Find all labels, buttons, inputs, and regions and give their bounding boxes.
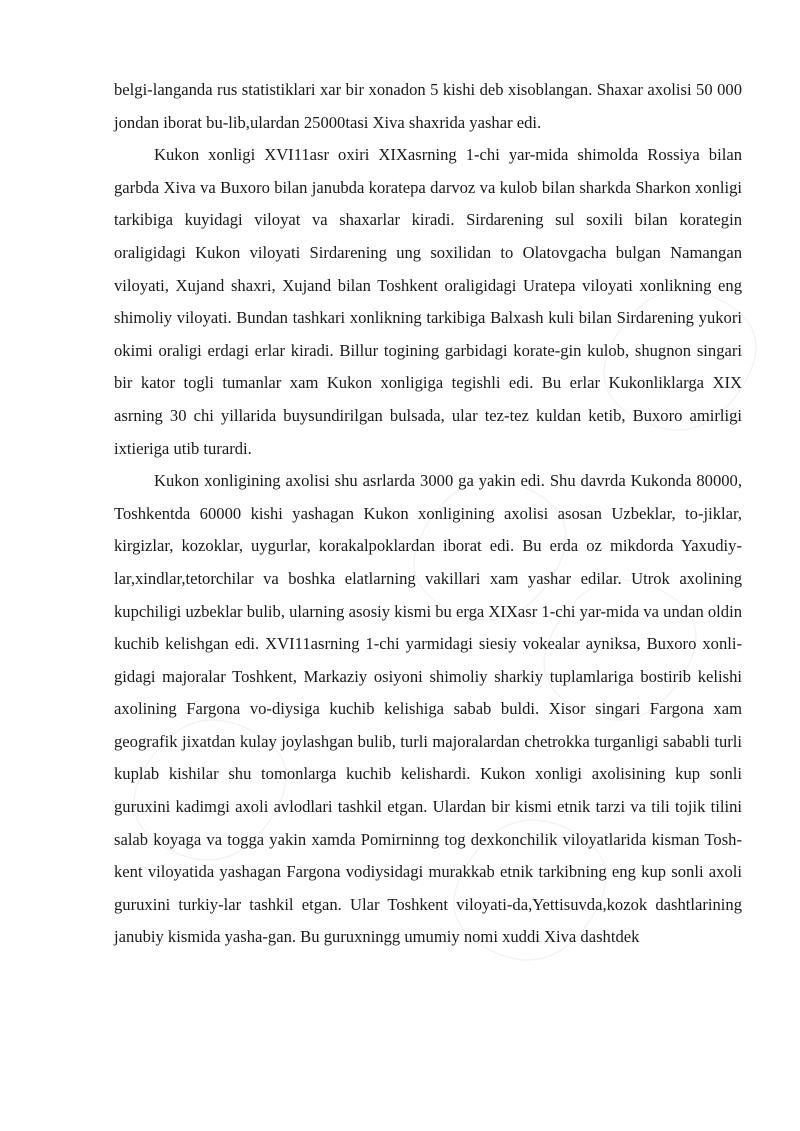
paragraph-1: belgi-langanda rus statistiklari xar bir xonadon 5 kishi deb xisoblangan. Shaxar axolisi 50 000 jondan iborat bu-lib,ulardan 25000tasi Xiva shaxrida yashar edi. (114, 80, 742, 132)
paragraph-2: Kukon xonligi XVI11asr oxiri XIXasrning 1-chi yar-mida shimolda Rossiya bilan garbda Xiva va Buxoro bilan janubda koratepa darvoz va kulob bilan sharkda Sharkon xonligi tarkibiga kuyidagi viloyat va shaxarlar kiradi. Sirdarening sul soxili bilan korategin oraligidagi Kukon viloyati Sirdarening ung soxilidan to Olatovgacha bulgan Namangan viloyati, Xujand shaxri, Xujand bilan Toshkent oraligidagi Uratepa viloyati xonlikning eng shimoliy viloyati. Bundan tashkari xonlikning tarkibiga Balxash kuli bilan Sirdarening yukori okimi oraligi erdagi erlar kiradi. Billur togining garbidagi korate-gin kulob, shugnon singari bir kator togli tumanlar xam Kukon xonligiga tegishli edi. Bu erlar Kukonliklarga XIX asrning 30 chi yillarida buysundirilgan bulsada, ular tez-tez kuldan ketib, Buxoro amirligi ixtieriga utib turardi. (114, 145, 742, 458)
document-body (114, 74, 742, 954)
paragraph-3: Kukon xonligining axolisi shu asrlarda 3000 ga yakin edi. Shu davrda Kukonda 80000, Toshkentda 60000 kishi yashagan Kukon xonligining axolisi asosan Uzbeklar, to-jiklar, kirgizlar, kozoklar, uygurlar, korakalpoklardan iborat edi. Bu erda oz mikdorda Yaxudiy-lar,xindlar,tetorchilar va boshka elatlarning vakillari xam yashar edilar. Utrok axolining kupchiligi uzbeklar bulib, ularning asosiy kismi bu erga XIXasr 1-chi yar-mida va undan oldin kuchib kelishgan edi. XVI11asrning 1-chi yarmidagi siesiy vokealar ayniksa, Buxoro xonli-gidagi majoralar Toshkent, Markaziy osiyoni shimoliy sharkiy tuplamlariga bostirib kelishi axolining Fargona vo-diysiga kuchib kelishiga sabab buldi. Xisor singari Fargona xam geografik jixatdan kulay joylashgan bulib, turli majoralardan chetrokka turganligi sababli turli kuplab kishilar shu tomonlarga kuchib kelishardi. Kukon xonligi axolisining kup sonli guruxini kadimgi axoli avlodlari tashkil etgan. Ulardan bir kismi etnik tarzi va tili tojik tilini salab koyaga va togga yakin xamda Pomirninng tog dexkonchilik viloyatlarida kisman Tosh-kent viloyatida yashagan Fargona vodiysidagi murakkab etnik tarkibning eng kup sonli axoli guruxini turkiy-lar tashkil etgan. Ular Toshkent viloyati-da,Yettisuvda,kozok dashtlarining janubiy kismida yasha-gan. Bu guruxningg umumiy nomi xuddi Xiva dashtdek (114, 471, 742, 947)
